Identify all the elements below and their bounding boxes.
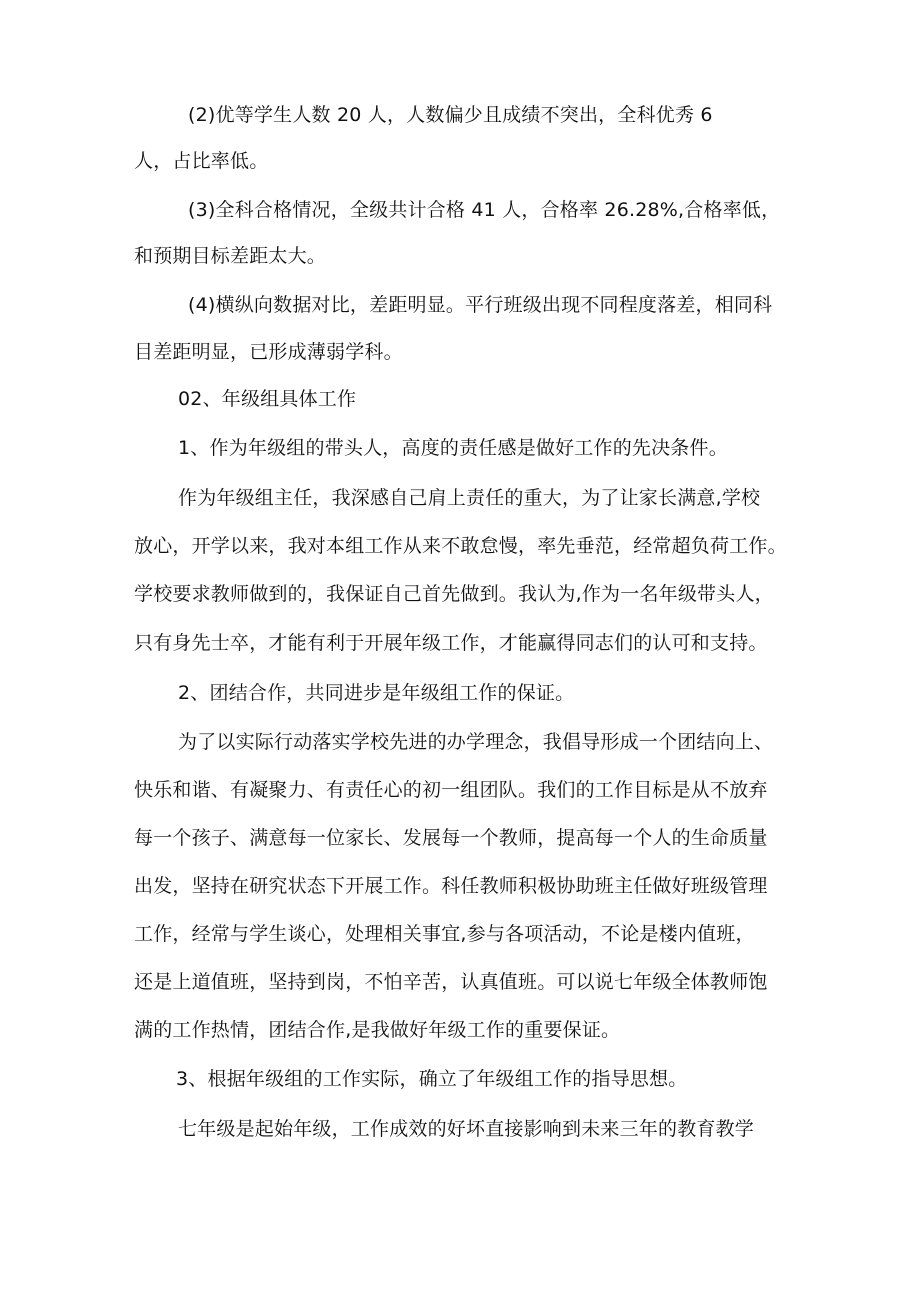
body-paragraph-2-line-2: 快乐和谐、有凝聚力、有责任心的初一组团队。我们的工作目标是从不放弃: [134, 779, 768, 801]
body-paragraph-2-line-3: 每一个孩子、满意每一位家长、发展每一个教师，提高每一个人的生命质量: [134, 827, 768, 849]
paragraph-3-line-1: (3)全科合格情况，全级共计合格 41 人，合格率 26.28%,合格率低，: [188, 199, 781, 221]
subheading-2: 2、团结合作，共同进步是年级组工作的保证。: [178, 682, 575, 704]
body-paragraph-2-line-5: 工作，经常与学生谈心，处理相关事宜,参与各项活动，不论是楼内值班，: [134, 923, 755, 945]
paragraph-4-line-2: 目差距明显，已形成薄弱学科。: [134, 341, 403, 363]
paragraph-4-line-1: (4)横纵向数据对比，差距明显。平行班级出现不同程度落差，相同科: [188, 294, 773, 316]
paragraph-2-line-1: (2)优等学生人数 20 人，人数偏少且成绩不突出，全科优秀 6: [188, 104, 713, 126]
body-paragraph-2-line-1: 为了以实际行动落实学校先进的办学理念，我倡导形成一个团结向上、: [178, 731, 774, 753]
body-paragraph-2-line-7: 满的工作热情，团结合作,是我做好年级工作的重要保证。: [134, 1019, 621, 1041]
paragraph-2-line-2: 人，占比率低。: [134, 150, 269, 172]
body-paragraph-1-line-1: 作为年级组主任，我深感自己肩上责任的重大，为了让家长满意,学校: [178, 487, 761, 509]
body-paragraph-2-line-6: 还是上道值班，坚持到岗，不怕辛苦，认真值班。可以说七年级全体教师饱: [134, 971, 768, 993]
section-heading-02: 02、年级组具体工作: [178, 388, 357, 410]
body-paragraph-1-line-2: 放心，开学以来，我对本组工作从来不敢怠慢，率先垂范，经常超负荷工作。: [134, 535, 787, 557]
body-paragraph-1-line-3: 学校要求教师做到的，我保证自己首先做到。我认为,作为一名年级带头人，: [134, 583, 774, 605]
subheading-1: 1、作为年级组的带头人，高度的责任感是做好工作的先决条件。: [178, 437, 728, 459]
body-paragraph-1-line-4: 只有身先士卒，才能有利于开展年级工作，才能赢得同志们的认可和支持。: [134, 632, 768, 654]
body-paragraph-3-line-1: 七年级是起始年级，工作成效的好坏直接影响到未来三年的教育教学: [178, 1118, 755, 1140]
body-paragraph-2-line-4: 出发，坚持在研究状态下开展工作。科任教师积极协助班主任做好班级管理: [134, 875, 768, 897]
subheading-3: 3、根据年级组的工作实际，确立了年级组工作的指导思想。: [176, 1068, 688, 1090]
paragraph-3-line-2: 和预期目标差距太大。: [134, 245, 327, 267]
